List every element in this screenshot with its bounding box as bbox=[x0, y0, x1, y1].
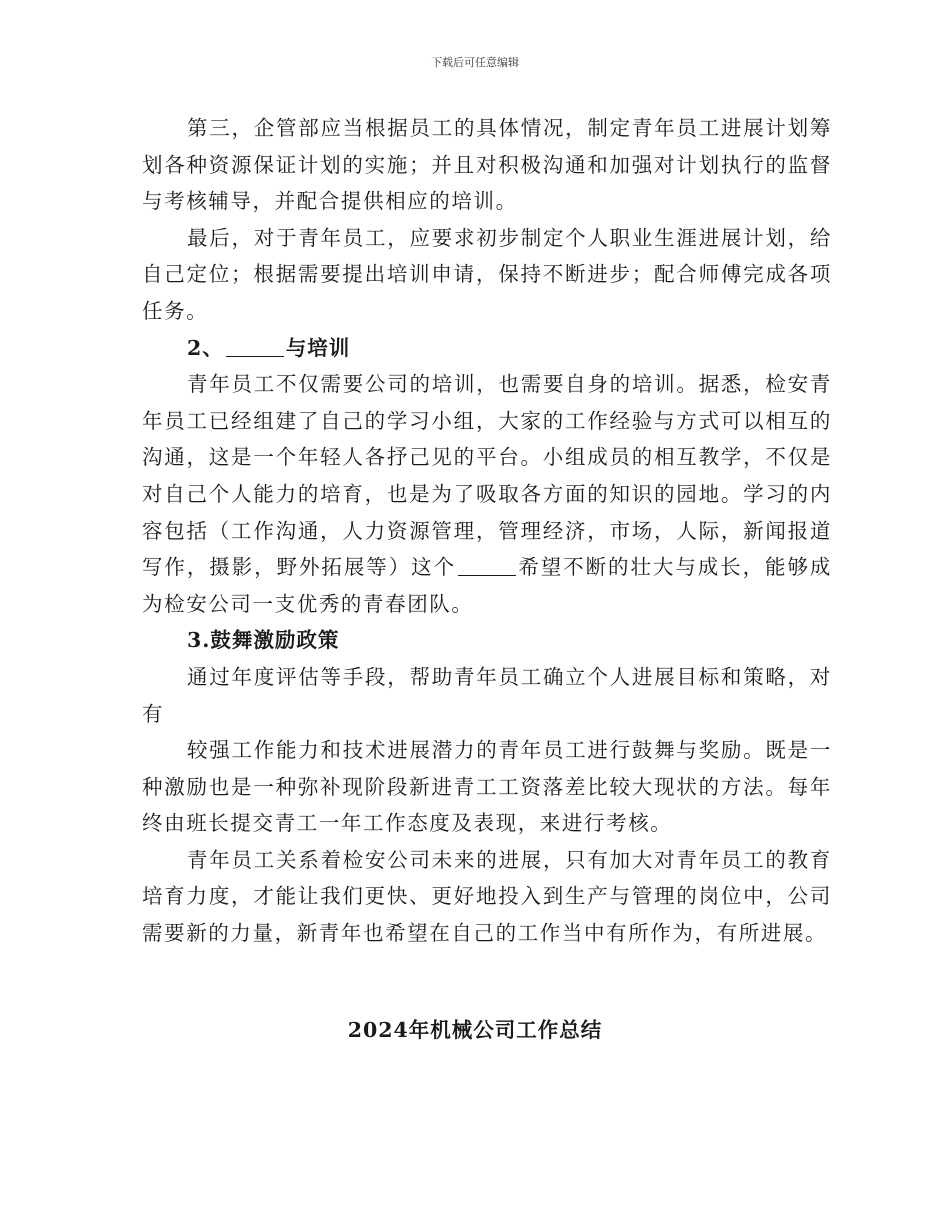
paragraph-5: 较强工作能力和技术进展潜力的青年员工进行鼓舞与奖励。既是一种激励也是一种弥补现阶段新进青工工资落差比较大现状的方法。每年终由班长提交青工一年工作态度及表现，来进行考核。 bbox=[142, 738, 832, 836]
paragraph-3-main: 青年员工不仅需要公司的培训，也需要自身的培训。据悉，检安青年员工已经组建了自己的学习小组，大家的工作经验与方式可以相互的沟通，这是一个年轻人各抒己见的平台。小组成员的相互教学，不仅是对自己个人能力的培育，也是为了吸取各方面的知识的园地。学习的内容包括（工作沟通，人力资源管理，管理经济，市场，人际，新闻报道写作，摄影，野外拓展等）这个 bbox=[142, 372, 832, 580]
paragraph-6: 青年员工关系着检安公司未来的进展，只有加大对青年员工的教育培育力度，才能让我们更快、更好地投入到生产与管理的岗位中，公司需要新的力量，新青年也希望在自己的工作当中有所作为，有所进展。 bbox=[142, 847, 832, 946]
section-heading-2 bbox=[142, 330, 832, 367]
heading-2-suffix: 与培训 bbox=[285, 335, 351, 360]
section-heading-3: 3.鼓舞激励政策 bbox=[187, 628, 340, 653]
document-body bbox=[142, 110, 832, 952]
paragraph-3 bbox=[142, 366, 832, 622]
paragraph-1: 第三，企管部应当根据员工的具体情况，制定青年员工进展计划筹划各种资源保证计划的实施；并且对积极沟通和加强对计划执行的监督与考核辅导，并配合提供相应的培训。 bbox=[142, 116, 832, 214]
page-header: 下载后可任意编辑 bbox=[431, 56, 519, 69]
blank-underline bbox=[226, 336, 284, 357]
blank-underline bbox=[458, 555, 516, 576]
paragraph-2: 最后，对于青年员工，应要求初步制定个人职业生涯进展计划，给自己定位；根据需要提出培训申请，保持不断进步；配合师傅完成各项任务。 bbox=[142, 225, 832, 323]
heading-2-prefix: 2、 bbox=[187, 335, 224, 360]
next-document-title: 2024年机械公司工作总结 bbox=[347, 1018, 603, 1042]
paragraph-4: 通过年度评估等手段，帮助青年员工确立个人进展目标和策略，对有 bbox=[142, 664, 832, 726]
paragraph-3-tail: 希望不断的壮大与成长，能够成为检安公司一支优秀的青春团队。 bbox=[142, 555, 832, 616]
